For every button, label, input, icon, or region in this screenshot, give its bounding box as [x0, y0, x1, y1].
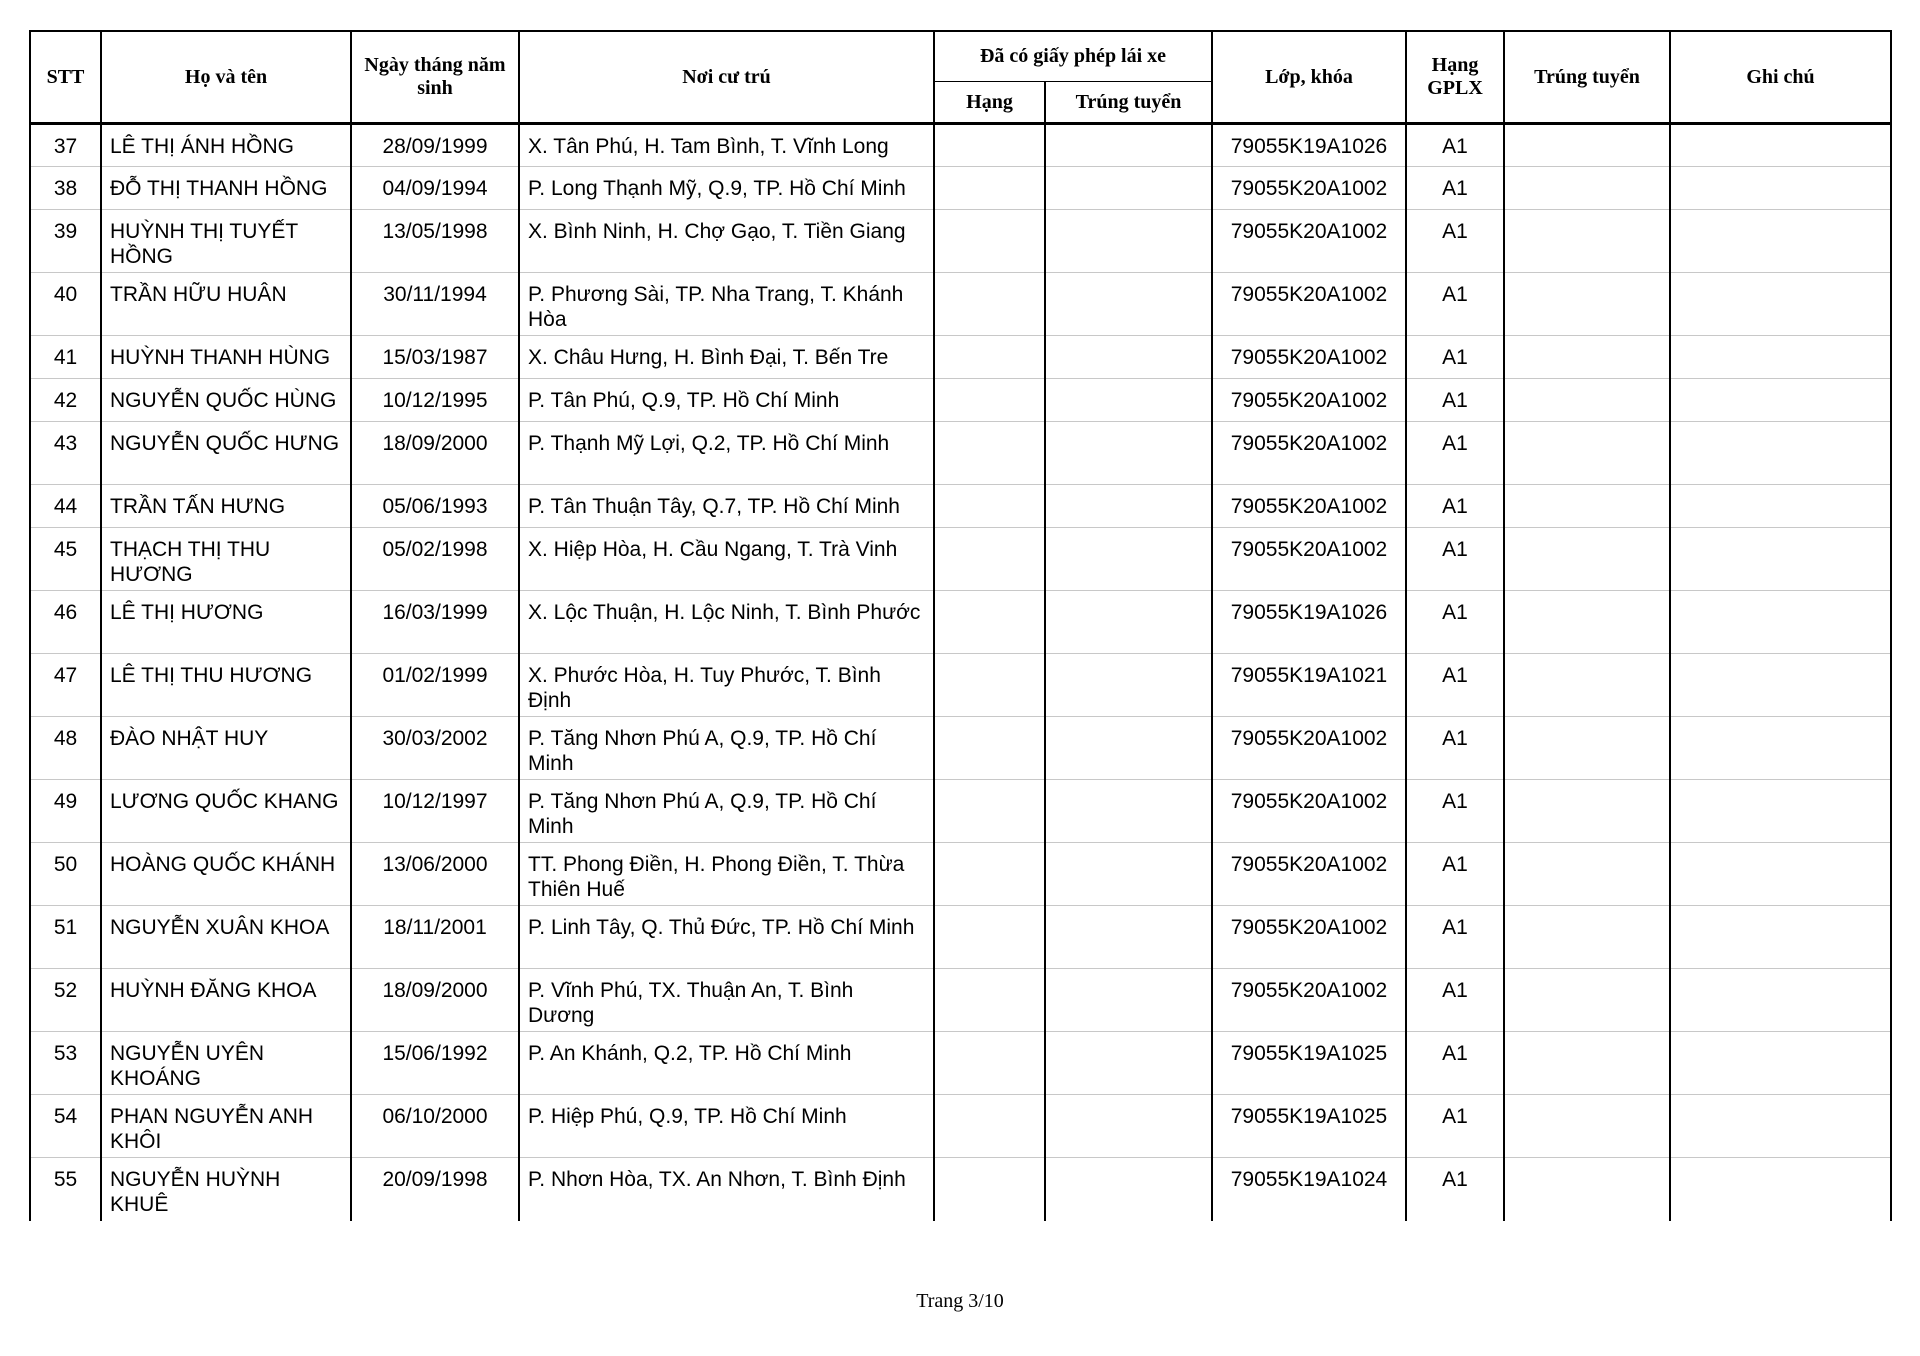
cell-dob: 18/09/2000 [351, 422, 519, 485]
cell-license-pass [1045, 124, 1212, 167]
cell-stt: 41 [30, 336, 101, 379]
cell-gplx-class: A1 [1406, 591, 1504, 654]
cell-note [1670, 780, 1891, 843]
cell-gplx-class: A1 [1406, 654, 1504, 717]
cell-license-pass [1045, 210, 1212, 273]
header-stt: STT [30, 31, 101, 124]
cell-license-pass [1045, 717, 1212, 780]
cell-name: NGUYỄN QUỐC HƯNG [101, 422, 351, 485]
cell-license-class [934, 780, 1045, 843]
cell-license-class [934, 1032, 1045, 1095]
cell-class-course: 79055K20A1002 [1212, 167, 1406, 210]
table-row [30, 717, 1891, 780]
cell-license-class [934, 422, 1045, 485]
cell-license-pass [1045, 336, 1212, 379]
table-row [30, 906, 1891, 969]
cell-gplx-class: A1 [1406, 843, 1504, 906]
cell-license-class [934, 528, 1045, 591]
cell-dob: 15/03/1987 [351, 336, 519, 379]
table-row [30, 485, 1891, 528]
cell-dob: 13/06/2000 [351, 843, 519, 906]
cell-pass [1504, 1032, 1670, 1095]
cell-license-class [934, 969, 1045, 1032]
cell-gplx-class: A1 [1406, 336, 1504, 379]
cell-license-pass [1045, 906, 1212, 969]
table-row [30, 1095, 1891, 1158]
table-body [30, 124, 1891, 1221]
cell-stt: 47 [30, 654, 101, 717]
cell-license-pass [1045, 591, 1212, 654]
cell-stt: 46 [30, 591, 101, 654]
cell-license-class [934, 843, 1045, 906]
cell-license-pass [1045, 1032, 1212, 1095]
cell-note [1670, 1032, 1891, 1095]
cell-dob: 18/11/2001 [351, 906, 519, 969]
cell-stt: 51 [30, 906, 101, 969]
cell-class-course: 79055K19A1025 [1212, 1032, 1406, 1095]
cell-pass [1504, 780, 1670, 843]
cell-note [1670, 654, 1891, 717]
cell-name: HUỲNH THANH HÙNG [101, 336, 351, 379]
cell-pass [1504, 1095, 1670, 1158]
cell-gplx-class: A1 [1406, 273, 1504, 336]
cell-address: P. Tân Phú, Q.9, TP. Hồ Chí Minh [519, 379, 934, 422]
cell-class-course: 79055K19A1024 [1212, 1158, 1406, 1221]
cell-pass [1504, 717, 1670, 780]
cell-address: P. Vĩnh Phú, TX. Thuận An, T. Bình Dương [519, 969, 934, 1032]
cell-address: X. Bình Ninh, H. Chợ Gạo, T. Tiền Giang [519, 210, 934, 273]
cell-address: X. Hiệp Hòa, H. Cầu Ngang, T. Trà Vinh [519, 528, 934, 591]
table-row [30, 167, 1891, 210]
cell-note [1670, 717, 1891, 780]
cell-class-course: 79055K20A1002 [1212, 210, 1406, 273]
cell-name: NGUYỄN XUÂN KHOA [101, 906, 351, 969]
cell-license-class [934, 906, 1045, 969]
cell-address: P. Hiệp Phú, Q.9, TP. Hồ Chí Minh [519, 1095, 934, 1158]
table-row [30, 1158, 1891, 1221]
cell-license-pass [1045, 780, 1212, 843]
cell-stt: 45 [30, 528, 101, 591]
table-row [30, 124, 1891, 167]
cell-note [1670, 273, 1891, 336]
header-address: Nơi cư trú [519, 31, 934, 124]
cell-class-course: 79055K19A1026 [1212, 591, 1406, 654]
cell-gplx-class: A1 [1406, 1032, 1504, 1095]
cell-gplx-class: A1 [1406, 969, 1504, 1032]
cell-dob: 30/03/2002 [351, 717, 519, 780]
cell-stt: 37 [30, 124, 101, 167]
cell-stt: 40 [30, 273, 101, 336]
cell-name: HOÀNG QUỐC KHÁNH [101, 843, 351, 906]
cell-class-course: 79055K20A1002 [1212, 780, 1406, 843]
cell-class-course: 79055K20A1002 [1212, 843, 1406, 906]
table-row [30, 273, 1891, 336]
cell-pass [1504, 591, 1670, 654]
cell-dob: 16/03/1999 [351, 591, 519, 654]
table-row [30, 528, 1891, 591]
cell-stt: 48 [30, 717, 101, 780]
cell-address: P. Long Thạnh Mỹ, Q.9, TP. Hồ Chí Minh [519, 167, 934, 210]
cell-pass [1504, 422, 1670, 485]
cell-name: LÊ THỊ HƯƠNG [101, 591, 351, 654]
cell-name: HUỲNH ĐĂNG KHOA [101, 969, 351, 1032]
cell-pass [1504, 969, 1670, 1032]
table-row [30, 969, 1891, 1032]
cell-note [1670, 591, 1891, 654]
cell-note [1670, 1095, 1891, 1158]
header-dob: Ngày tháng năm sinh [351, 31, 519, 124]
table-row [30, 379, 1891, 422]
cell-pass [1504, 528, 1670, 591]
page-number: Trang 3/10 [916, 1290, 1004, 1312]
cell-note [1670, 485, 1891, 528]
table-row [30, 422, 1891, 485]
cell-stt: 44 [30, 485, 101, 528]
cell-note [1670, 843, 1891, 906]
cell-class-course: 79055K20A1002 [1212, 528, 1406, 591]
cell-license-pass [1045, 485, 1212, 528]
cell-address: P. An Khánh, Q.2, TP. Hồ Chí Minh [519, 1032, 934, 1095]
cell-license-pass [1045, 273, 1212, 336]
cell-name: LÊ THỊ ÁNH HỒNG [101, 124, 351, 167]
header-pass: Trúng tuyển [1504, 31, 1670, 124]
cell-license-class [934, 591, 1045, 654]
cell-pass [1504, 485, 1670, 528]
table-row [30, 591, 1891, 654]
cell-note [1670, 124, 1891, 167]
table-row [30, 210, 1891, 273]
table-row [30, 336, 1891, 379]
cell-note [1670, 336, 1891, 379]
cell-license-pass [1045, 654, 1212, 717]
cell-license-class [934, 485, 1045, 528]
cell-stt: 53 [30, 1032, 101, 1095]
cell-dob: 01/02/1999 [351, 654, 519, 717]
cell-address: X. Phước Hòa, H. Tuy Phước, T. Bình Định [519, 654, 934, 717]
cell-license-pass [1045, 528, 1212, 591]
cell-note [1670, 1158, 1891, 1221]
cell-pass [1504, 654, 1670, 717]
cell-dob: 06/10/2000 [351, 1095, 519, 1158]
cell-stt: 49 [30, 780, 101, 843]
cell-address: P. Tăng Nhơn Phú A, Q.9, TP. Hồ Chí Minh [519, 780, 934, 843]
cell-name: TRẦN HỮU HUÂN [101, 273, 351, 336]
cell-license-class [934, 654, 1045, 717]
cell-gplx-class: A1 [1406, 780, 1504, 843]
cell-dob: 28/09/1999 [351, 124, 519, 167]
cell-name: ĐÀO NHẬT HUY [101, 717, 351, 780]
cell-license-class [934, 717, 1045, 780]
cell-note [1670, 210, 1891, 273]
cell-stt: 52 [30, 969, 101, 1032]
cell-license-class [934, 210, 1045, 273]
header-license-pass: Trúng tuyển [1045, 82, 1212, 124]
cell-name: TRẦN TẤN HƯNG [101, 485, 351, 528]
cell-stt: 38 [30, 167, 101, 210]
cell-note [1670, 167, 1891, 210]
cell-pass [1504, 906, 1670, 969]
cell-pass [1504, 336, 1670, 379]
cell-name: HUỲNH THỊ TUYẾT HỒNG [101, 210, 351, 273]
cell-license-class [934, 379, 1045, 422]
cell-gplx-class: A1 [1406, 717, 1504, 780]
cell-license-pass [1045, 843, 1212, 906]
cell-license-class [934, 273, 1045, 336]
cell-gplx-class: A1 [1406, 167, 1504, 210]
cell-dob: 10/12/1997 [351, 780, 519, 843]
cell-dob: 05/02/1998 [351, 528, 519, 591]
cell-license-class [934, 1095, 1045, 1158]
cell-class-course: 79055K19A1025 [1212, 1095, 1406, 1158]
cell-stt: 54 [30, 1095, 101, 1158]
header-license-class: Hạng [934, 82, 1045, 124]
cell-address: P. Linh Tây, Q. Thủ Đức, TP. Hồ Chí Minh [519, 906, 934, 969]
cell-class-course: 79055K20A1002 [1212, 273, 1406, 336]
cell-dob: 18/09/2000 [351, 969, 519, 1032]
cell-name: LÊ THỊ THU HƯƠNG [101, 654, 351, 717]
cell-pass [1504, 843, 1670, 906]
cell-gplx-class: A1 [1406, 124, 1504, 167]
cell-name: THẠCH THỊ THU HƯƠNG [101, 528, 351, 591]
header-name: Họ và tên [101, 31, 351, 124]
cell-license-class [934, 336, 1045, 379]
cell-dob: 10/12/1995 [351, 379, 519, 422]
header-license-group: Đã có giấy phép lái xe [934, 31, 1212, 82]
cell-license-class [934, 167, 1045, 210]
cell-gplx-class: A1 [1406, 485, 1504, 528]
cell-name: LƯƠNG QUỐC KHANG [101, 780, 351, 843]
cell-license-class [934, 124, 1045, 167]
cell-license-pass [1045, 969, 1212, 1032]
cell-address: TT. Phong Điền, H. Phong Điền, T. Thừa Thiên Huế [519, 843, 934, 906]
cell-name: ĐỖ THỊ THANH HỒNG [101, 167, 351, 210]
cell-license-pass [1045, 1095, 1212, 1158]
header-gplx-class: Hạng GPLX [1406, 31, 1504, 124]
cell-note [1670, 969, 1891, 1032]
cell-note [1670, 528, 1891, 591]
table-row [30, 1032, 1891, 1095]
cell-license-pass [1045, 422, 1212, 485]
cell-address: P. Nhơn Hòa, TX. An Nhơn, T. Bình Định [519, 1158, 934, 1221]
cell-gplx-class: A1 [1406, 210, 1504, 273]
cell-dob: 20/09/1998 [351, 1158, 519, 1221]
cell-class-course: 79055K20A1002 [1212, 422, 1406, 485]
cell-license-class [934, 1158, 1045, 1221]
cell-gplx-class: A1 [1406, 1158, 1504, 1221]
cell-stt: 55 [30, 1158, 101, 1221]
cell-note [1670, 379, 1891, 422]
cell-stt: 42 [30, 379, 101, 422]
cell-note [1670, 906, 1891, 969]
cell-gplx-class: A1 [1406, 906, 1504, 969]
table-row [30, 654, 1891, 717]
table-header [30, 31, 1891, 124]
cell-name: NGUYỄN QUỐC HÙNG [101, 379, 351, 422]
cell-dob: 04/09/1994 [351, 167, 519, 210]
cell-class-course: 79055K19A1026 [1212, 124, 1406, 167]
cell-stt: 50 [30, 843, 101, 906]
cell-license-pass [1045, 379, 1212, 422]
cell-address: X. Tân Phú, H. Tam Bình, T. Vĩnh Long [519, 124, 934, 167]
cell-class-course: 79055K19A1021 [1212, 654, 1406, 717]
cell-pass [1504, 379, 1670, 422]
cell-address: P. Phương Sài, TP. Nha Trang, T. Khánh Hòa [519, 273, 934, 336]
cell-class-course: 79055K20A1002 [1212, 906, 1406, 969]
cell-name: NGUYỄN HUỲNH KHUÊ [101, 1158, 351, 1221]
cell-stt: 43 [30, 422, 101, 485]
cell-gplx-class: A1 [1406, 379, 1504, 422]
cell-pass [1504, 124, 1670, 167]
cell-class-course: 79055K20A1002 [1212, 336, 1406, 379]
cell-pass [1504, 210, 1670, 273]
table-row [30, 843, 1891, 906]
cell-pass [1504, 273, 1670, 336]
cell-note [1670, 422, 1891, 485]
cell-pass [1504, 1158, 1670, 1221]
cell-class-course: 79055K20A1002 [1212, 379, 1406, 422]
cell-address: P. Thạnh Mỹ Lợi, Q.2, TP. Hồ Chí Minh [519, 422, 934, 485]
cell-name: PHAN NGUYỄN ANH KHÔI [101, 1095, 351, 1158]
cell-gplx-class: A1 [1406, 422, 1504, 485]
cell-dob: 05/06/1993 [351, 485, 519, 528]
cell-license-pass [1045, 1158, 1212, 1221]
cell-dob: 13/05/1998 [351, 210, 519, 273]
cell-name: NGUYỄN UYÊN KHOÁNG [101, 1032, 351, 1095]
cell-address: P. Tăng Nhơn Phú A, Q.9, TP. Hồ Chí Minh [519, 717, 934, 780]
cell-gplx-class: A1 [1406, 1095, 1504, 1158]
table-row [30, 780, 1891, 843]
candidate-table [29, 30, 1892, 1221]
cell-class-course: 79055K20A1002 [1212, 485, 1406, 528]
cell-class-course: 79055K20A1002 [1212, 717, 1406, 780]
cell-address: P. Tân Thuận Tây, Q.7, TP. Hồ Chí Minh [519, 485, 934, 528]
cell-stt: 39 [30, 210, 101, 273]
cell-pass [1504, 167, 1670, 210]
cell-license-pass [1045, 167, 1212, 210]
cell-dob: 30/11/1994 [351, 273, 519, 336]
cell-gplx-class: A1 [1406, 528, 1504, 591]
cell-address: X. Lộc Thuận, H. Lộc Ninh, T. Bình Phước [519, 591, 934, 654]
cell-address: X. Châu Hưng, H. Bình Đại, T. Bến Tre [519, 336, 934, 379]
header-note: Ghi chú [1670, 31, 1891, 124]
cell-class-course: 79055K20A1002 [1212, 969, 1406, 1032]
header-class-course: Lớp, khóa [1212, 31, 1406, 124]
cell-dob: 15/06/1992 [351, 1032, 519, 1095]
